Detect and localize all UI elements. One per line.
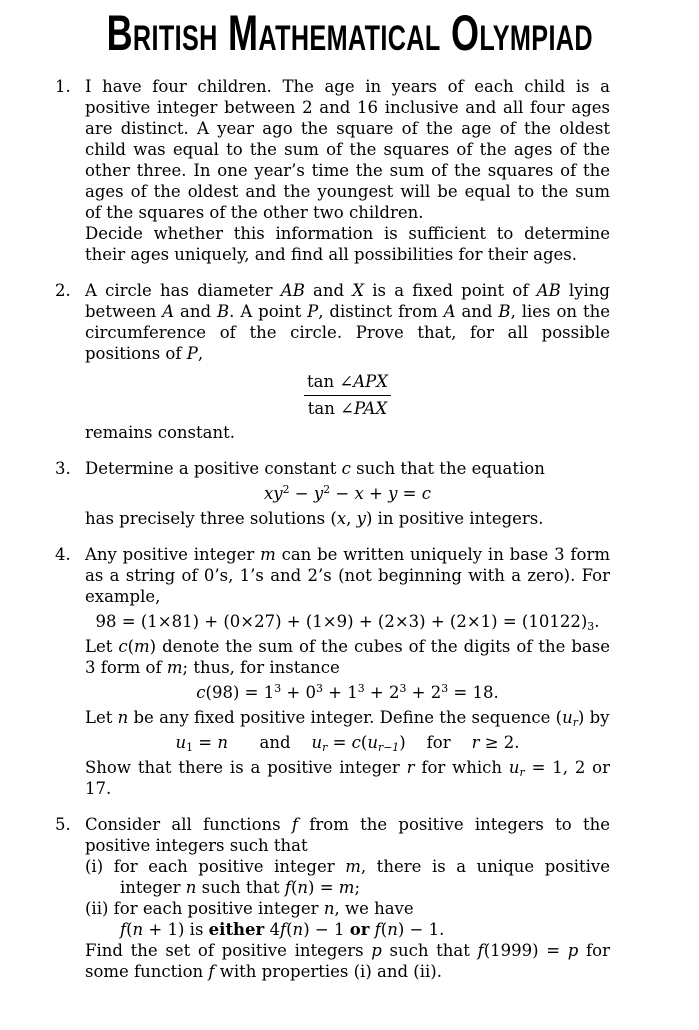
cubes-example-equation: $c(98) = 1^3 + 0^3 + 1^3 + 2^3 + 2^3 = 18$. (196, 682, 499, 702)
problem-5-number: 5. (55, 815, 71, 834)
problem-4-cubes-definition: Let c(m) denote the sum of the cubes of the digits of the base 3 form of m; thus, for instance (85, 637, 610, 677)
header (0, 5, 699, 61)
problem-4 (55, 544, 610, 799)
condition-ii: (ii) for each positive integer n, we have (85, 899, 414, 918)
problem-1-body (85, 76, 610, 265)
problem-3 (55, 458, 610, 529)
problem-4-body (85, 544, 610, 799)
problem-2-body (85, 280, 610, 443)
problem-4-number: 4. (55, 545, 71, 564)
condition-i: (i) for each positive integer m, there is a unique positive integer n such that f(n) = m; (85, 857, 610, 897)
base3-example-equation: $98 = (1\times 81) + (0\times 27) + (1\times 9) + (2\times 3) + (2\times 1) = (10122)_3$. (95, 612, 600, 634)
problem-3-body (85, 458, 610, 529)
problem-4-conclusion: Show that there is a positive integer r for which $u_r = 1$, 2 or 17. (85, 758, 610, 798)
fraction-numerator: tan ∠APX (304, 371, 391, 396)
problem-5-conclusion: Find the set of positive integers p such that f(1999) = p for some function f with properties (i) and (ii). (85, 941, 610, 981)
problem-4-sequence-intro: Let n be any fixed positive integer. Define the sequence $(u_r)$ by (85, 708, 610, 730)
olympiad-problem-sheet (0, 5, 699, 982)
problem-1-number: 1. (55, 77, 71, 96)
problem-5-body (85, 814, 610, 982)
problem-list (55, 76, 610, 982)
problem-2-statement: A circle has diameter AB and X is a fixed point of AB lying between A and B. A point P, distinct from A and B, lies on the circumference of the circle. Prove that, for all possible positions of P, (85, 281, 610, 363)
problem-2 (55, 280, 610, 443)
page-title: British Mathematical Olympiad (106, 5, 593, 61)
fraction (304, 371, 391, 419)
fraction-denominator: tan ∠PAX (307, 399, 388, 418)
problem-1 (55, 76, 610, 265)
tan-ratio-fraction (85, 371, 610, 419)
problem-3-statement: Determine a positive constant c such that the equation (85, 459, 545, 478)
problem-5 (55, 814, 610, 982)
problem-1-statement: I have four children. The age in years of each child is a positive integer between 2 and 16 inclusive and all four ages are distinct. A year ago the square of the age of the oldest child was equal to the sum of the squares of the ages of the other three. In one year’s time the sum of the squares of the ages of the oldest and the youngest will be equal to the sum of the squares of the other two children. (85, 77, 610, 222)
condition-ii-equation: f(n + 1) is either 4f(n) − 1 or f(n) − 1. (120, 920, 445, 939)
problem-5-intro: Consider all functions f from the positive integers to the positive integers such that (85, 815, 611, 855)
sequence-definition-equation: $u_1 = n$ and $u_r = c(u_{r-1})$ for r ≥ 2. (175, 733, 520, 755)
problem-3-equation: $xy^2 - y^2 - x + y = c$ (263, 483, 431, 503)
problem-1-question: Decide whether this information is sufficient to determine their ages uniquely, and find all possibilities for their ages. (85, 224, 610, 264)
problem-4-intro: Any positive integer m can be written uniquely in base 3 form as a string of 0’s, 1’s and 2’s (not beginning with a zero). For example, (85, 545, 610, 606)
problem-3-conclusion: has precisely three solutions (x, y) in positive integers. (85, 509, 544, 528)
problem-2-number: 2. (55, 281, 71, 300)
problem-2-conclusion: remains constant. (85, 423, 235, 442)
problem-3-number: 3. (55, 459, 71, 478)
